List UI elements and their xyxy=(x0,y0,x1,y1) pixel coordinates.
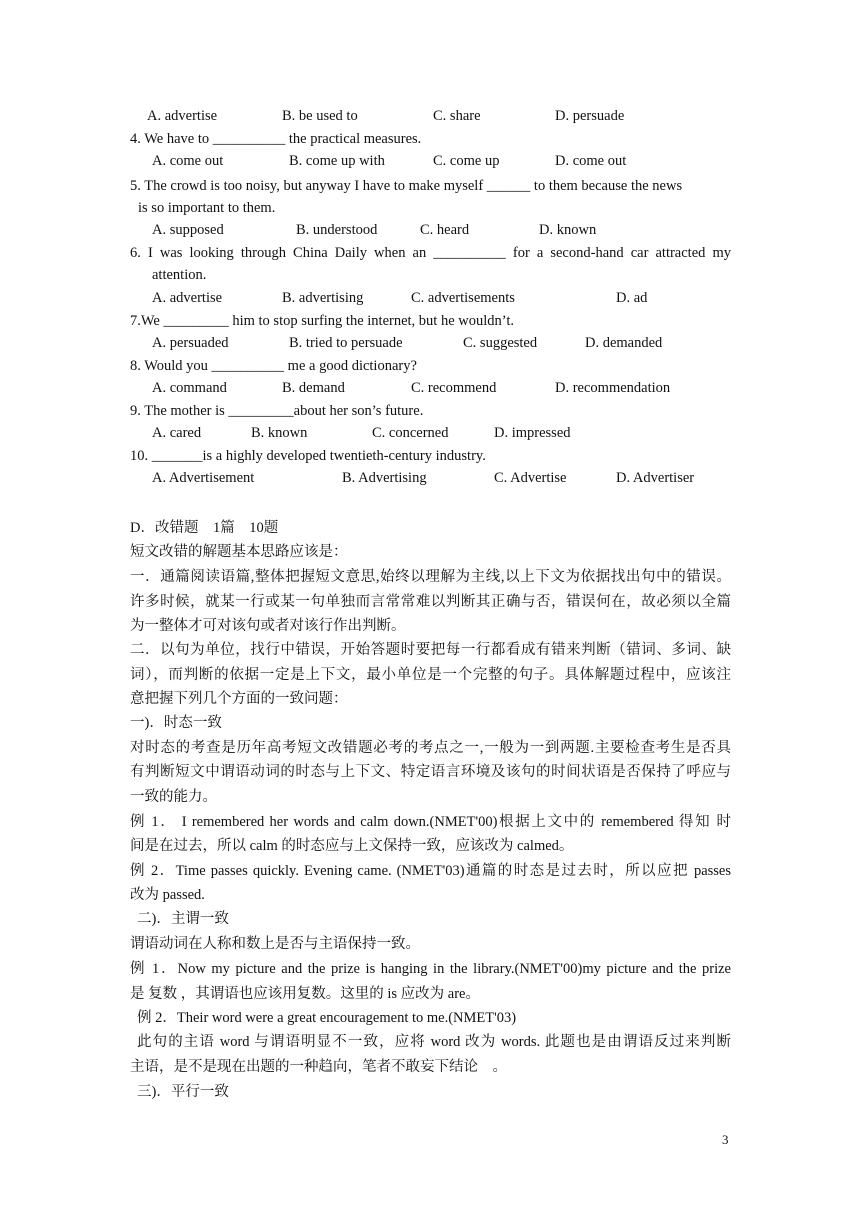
q6-option-b: B. advertising xyxy=(282,290,364,306)
agreement-example-1: 例 1．Now my picture and the prize is hanging in the library.(NMET'00)my picture and the prize xyxy=(130,961,731,977)
q5-option-b: B. understood xyxy=(296,222,378,238)
q8-option-b: B. demand xyxy=(282,380,345,396)
agreement-example-1-cont: 是 复数 ，其谓语也应该用复数。这里的 is 应改为 are。 xyxy=(130,986,480,1002)
q5-stem-continued: is so important to them. xyxy=(138,200,276,216)
subsection-parallel-heading: 三)．平行一致 xyxy=(137,1084,229,1100)
tense-example-1-cont: 间是在过去，所以 calm 的时态应与上文保持一致，应该改为 calmed。 xyxy=(130,838,574,854)
q4-option-a: A. come out xyxy=(152,153,224,169)
q10-stem: 10. _______is a highly developed twentieth-century industry. xyxy=(130,448,486,464)
q9-option-d: D. impressed xyxy=(494,425,571,441)
tense-example-1: 例 1． I remembered her words and calm down.(NMET'00)根据上文中的 remembered 得知 时 xyxy=(130,814,731,830)
page-number: 3 xyxy=(722,1132,729,1147)
section-d-intro: 短文改错的解题基本思路应该是： xyxy=(130,544,348,560)
q6-stem: 6. I was looking through China Daily when an __________ for a second-hand car attracted my xyxy=(130,245,731,261)
q7-stem: 7.We _________ him to stop surfing the internet, but he wouldn’t. xyxy=(130,313,514,329)
q6-option-d: D. ad xyxy=(616,290,648,306)
q10-option-c: C. Advertise xyxy=(494,470,567,486)
q6-stem-continued: attention. xyxy=(152,267,207,283)
q6-option-c: C. advertisements xyxy=(411,290,515,306)
q10-option-d: D. Advertiser xyxy=(616,470,695,486)
tense-example-2-cont: 改为 passed. xyxy=(130,887,205,903)
agreement-example-2-note-cont: 主语，是不是现在出题的一种趋向，笔者不敢妄下结论 。 xyxy=(130,1059,507,1075)
agreement-example-2: 例 2．Their word were a great encouragement to me.(NMET'03) xyxy=(137,1010,517,1026)
q10-option-b: B. Advertising xyxy=(342,470,427,486)
q3-option-d: D. persuade xyxy=(555,108,625,124)
q9-option-c: C. concerned xyxy=(372,425,449,441)
q10-option-a: A. Advertisement xyxy=(152,470,255,486)
q5-option-c: C. heard xyxy=(420,222,470,238)
q9-option-b: B. known xyxy=(251,425,308,441)
p1-line: 为一整体才可对该句或者对该行作出判断。 xyxy=(130,618,406,634)
subsection-agreement-heading: 二)．主谓一致 xyxy=(137,911,229,927)
q4-stem: 4. We have to __________ the practical measures. xyxy=(130,131,422,147)
q7-option-c: C. suggested xyxy=(463,335,538,351)
q4-option-b: B. come up with xyxy=(289,153,385,169)
q8-option-d: D. recommendation xyxy=(555,380,671,396)
q5-option-d: D. known xyxy=(539,222,597,238)
p2-line: 词），而判断的依据一定是上下文，最小单位是一个完整的句子。具体解题过程中，应该注 xyxy=(130,667,731,683)
tense-text-line: 一致的能力。 xyxy=(130,789,217,805)
q7-option-a: A. persuaded xyxy=(152,335,229,351)
tense-text-line: 对时态的考查是历年高考短文改错题必考的考点之一,一般为一到两题.主要检查考生是否具 xyxy=(130,740,731,756)
subsection-tense-heading: 一)．时态一致 xyxy=(130,715,222,731)
section-d-heading: D．改错题 1篇 10题 xyxy=(130,520,279,536)
q4-option-c: C. come up xyxy=(433,153,500,169)
q3-option-b: B. be used to xyxy=(282,108,358,124)
q5-option-a: A. supposed xyxy=(152,222,224,238)
q8-stem: 8. Would you __________ me a good dictionary? xyxy=(130,358,417,374)
tense-text-line: 有判断短文中谓语动词的时态与上下文、特定语言环境及该句的时间状语是否保持了呼应与 xyxy=(130,764,731,780)
p1-line: 许多时候，就某一行或某一句单独而言常常难以判断其正确与否，错误何在，故必须以全篇 xyxy=(130,594,731,610)
p1-line: 一．通篇阅读语篇,整体把握短文意思,始终以理解为主线,以上下文为依据找出句中的错误。 xyxy=(130,569,731,585)
q4-option-d: D. come out xyxy=(555,153,627,169)
q7-option-b: B. tried to persuade xyxy=(289,335,403,351)
q3-option-a: A. advertise xyxy=(147,108,218,124)
q8-option-a: A. command xyxy=(152,380,227,396)
agreement-example-2-note: 此句的主语 word 与谓语明显不一致，应将 word 改为 words. 此题也是由谓语反过来判断 xyxy=(137,1034,731,1050)
tense-example-2: 例 2．Time passes quickly. Evening came. (NMET'03)通篇的时态是过去时，所以应把 passes xyxy=(130,863,731,879)
q8-option-c: C. recommend xyxy=(411,380,497,396)
q3-option-c: C. share xyxy=(433,108,481,124)
p2-line: 意把握下列几个方面的一致问题： xyxy=(130,691,348,707)
q9-option-a: A. cared xyxy=(152,425,202,441)
q6-option-a: A. advertise xyxy=(152,290,223,306)
agreement-text: 谓语动词在人称和数上是否与主语保持一致。 xyxy=(130,936,420,952)
q9-stem: 9. The mother is _________about her son’s future. xyxy=(130,403,424,419)
q7-option-d: D. demanded xyxy=(585,335,663,351)
q5-stem: 5. The crowd is too noisy, but anyway I have to make myself ______ to them because the news xyxy=(130,178,683,194)
p2-line: 二．以句为单位，找行中错误，开始答题时要把每一行都看成有错来判断（错词、多词、缺 xyxy=(130,642,731,658)
